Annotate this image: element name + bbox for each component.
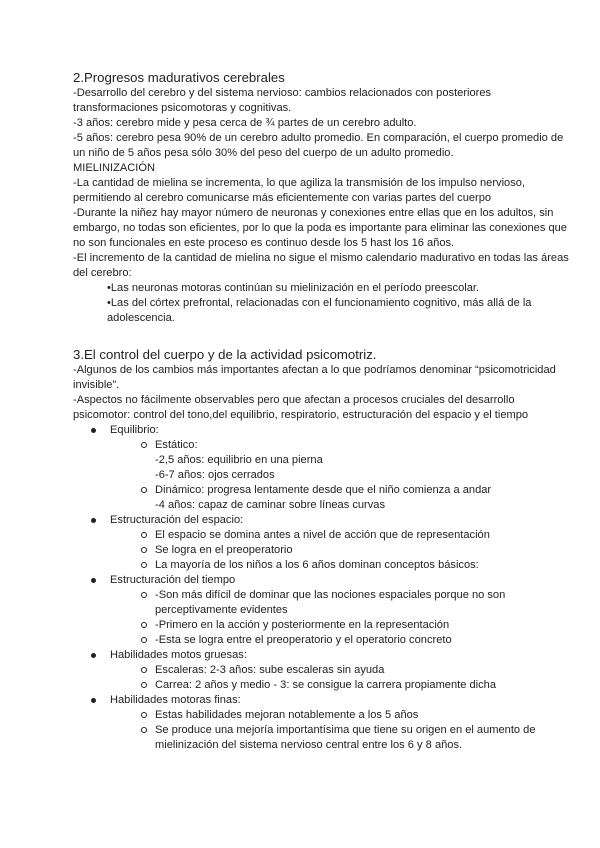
- list-label: Estructuración del tiempo: [110, 574, 236, 586]
- bullet-item: •Las del córtex prefrontal, relacionadas con el funcionamiento cognitivo, más allá de la adolescencia.: [107, 297, 532, 324]
- paragraph: -Algunos de los cambios más importantes afectan a lo que podríamos denominar “psicomotricidad invisible”.: [73, 364, 556, 391]
- list-item: -Primero en la acción y posteriormente en la representación: [141, 618, 573, 633]
- list-item-equilibrio: [73, 423, 573, 513]
- list-item: -Son más difícil de dominar que las nociones espaciales porque no son perceptivamente evidentes: [141, 588, 573, 618]
- list-detail: -6-7 años: ojos cerrados: [155, 469, 275, 481]
- list-label: Habilidades motoras finas:: [110, 694, 241, 706]
- section-2-title: 2.Progresos madurativos cerebrales: [73, 70, 285, 85]
- list-item-gruesas: [73, 648, 573, 693]
- sub-list: [110, 708, 573, 753]
- list-label: Equilibrio:: [110, 424, 159, 436]
- section-3-title: 3.El control del cuerpo y de la actividad psicomotriz.: [73, 347, 377, 362]
- paragraph: -5 años: cerebro pesa 90% de un cerebro adulto promedio. En comparación, el cuerpo promedio de un niño de 5 años pesa sólo 30% del peso del cuerpo de un adulto promedio.: [73, 132, 564, 159]
- subtitle-mielinizacion: MIELINIZACIÓN: [73, 162, 155, 174]
- list-item-espacio: [73, 513, 573, 573]
- list-item: Se logra en el preoperatorio: [141, 543, 573, 558]
- paragraph: -La cantidad de mielina se incrementa, lo que agiliza la transmisión de los impulso nervioso, permitiendo al cerebro comunicarse más eficientemente con varias partes del cuerpo: [73, 177, 525, 204]
- sub-list: [110, 588, 573, 648]
- list-item: El espacio se domina antes a nivel de acción que de representación: [141, 528, 573, 543]
- document-content: [73, 70, 573, 753]
- list-item: La mayoría de los niños a los 6 años dominan conceptos básicos:: [141, 558, 573, 573]
- list-item: Carrea: 2 años y medio - 3: se consigue la carrera propiamente dicha: [141, 678, 573, 693]
- list-label: Estructuración del espacio:: [110, 514, 244, 526]
- paragraph: -El incremento de la cantidad de mielina no sigue el mismo calendario madurativo en todas las áreas del cerebro:: [73, 252, 569, 279]
- sub-list: [110, 663, 573, 693]
- spacer: [73, 326, 573, 347]
- bullet-item: •Las neuronas motoras continúan su mielinización en el período preescolar.: [107, 282, 480, 294]
- sub-list: [110, 528, 573, 573]
- list-item: [141, 483, 573, 513]
- paragraph: -Durante la niñez hay mayor número de neuronas y conexiones entre ellas que en los adultos, sin embargo, no todas son eficientes, por lo que la poda es importante para eliminar las conexiones que no son funcionales en este proceso es continuo desde los 5 hast los 16 años.: [73, 207, 567, 249]
- list-label: Habilidades motos gruesas:: [110, 649, 247, 661]
- list-label: Dinámico: progresa lentamente desde que el niño comienza a andar: [155, 484, 492, 496]
- paragraph: -Desarrollo del cerebro y del sistema nervioso: cambios relacionados con posteriores transformaciones psicomotoras y cognitivas.: [73, 87, 492, 114]
- list-detail: -2,5 años: equilibrio en una pierna: [155, 454, 323, 466]
- topic-list: [73, 423, 573, 753]
- list-detail: -4 años: capaz de caminar sobre líneas curvas: [155, 499, 386, 511]
- list-item-tiempo: [73, 573, 573, 648]
- paragraph: -3 años: cerebro mide y pesa cerca de ¾ partes de un cerebro adulto.: [73, 117, 417, 129]
- list-item: [141, 438, 573, 483]
- sub-list: [110, 438, 573, 513]
- paragraph: -Aspectos no fácilmente observables pero que afectan a procesos cruciales del desarrollo psicomotor: control del tono,del equilibrio, respiratorio, estructuración del espacio y el tiempo: [73, 394, 529, 421]
- list-item-finas: [73, 693, 573, 753]
- list-item: -Esta se logra entre el preoperatorio y el operatorio concreto: [141, 633, 573, 648]
- list-item: Se produce una mejoría importantísima que tiene su origen en el aumento de mielinización del sistema nervioso central entre los 6 y 8 años.: [141, 723, 573, 753]
- list-label: Estático:: [155, 439, 198, 451]
- list-item: Escaleras: 2-3 años: sube escaleras sin ayuda: [141, 663, 573, 678]
- list-item: Estas habilidades mejoran notablemente a los 5 años: [141, 708, 573, 723]
